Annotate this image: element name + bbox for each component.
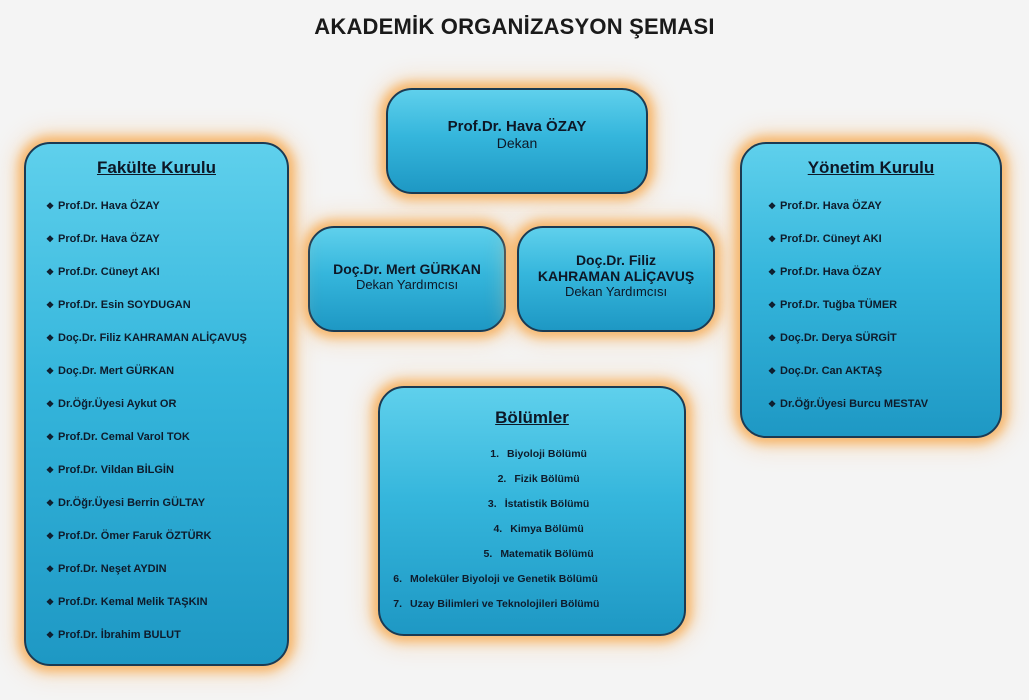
vice-dean-1-role: Dekan Yardımcısı	[355, 277, 459, 292]
management-board-member	[768, 388, 1000, 421]
bullet-icon: ❖	[46, 597, 55, 607]
faculty-board-member-name: Doç.Dr. Filiz KAHRAMAN ALİÇAVUŞ	[58, 332, 247, 344]
faculty-board-member	[46, 223, 287, 256]
faculty-board-box	[24, 142, 289, 666]
dean-name: Prof.Dr. Hava ÖZAY	[447, 118, 587, 135]
faculty-board-member	[46, 355, 287, 388]
department-number: 5.	[483, 548, 493, 560]
bullet-icon: ❖	[46, 234, 55, 244]
bullet-icon: ❖	[768, 300, 777, 310]
department-label: Fizik Bölümü	[514, 473, 580, 485]
departments-title: Bölümler	[495, 408, 569, 427]
faculty-board-member-name: Doç.Dr. Mert GÜRKAN	[58, 365, 175, 377]
bullet-icon: ❖	[46, 531, 55, 541]
bullet-icon: ❖	[46, 300, 55, 310]
department-number: 4.	[493, 523, 503, 535]
management-board-member-name: Doç.Dr. Can AKTAŞ	[780, 365, 883, 377]
department-item	[380, 467, 684, 492]
management-board-box	[740, 142, 1002, 438]
faculty-board-member-name: Dr.Öğr.Üyesi Aykut OR	[58, 398, 177, 410]
department-number: 3.	[487, 498, 497, 510]
page-title: AKADEMİK ORGANİZASYON ŞEMASI	[314, 14, 715, 39]
department-number: 7.	[393, 598, 402, 610]
departments-box	[378, 386, 686, 636]
management-board-title: Yönetim Kurulu	[807, 158, 935, 177]
bullet-icon: ❖	[46, 201, 55, 211]
management-board-member	[768, 223, 1000, 256]
faculty-board-member	[46, 586, 287, 619]
bullet-icon: ❖	[46, 498, 55, 508]
management-board-member	[768, 355, 1000, 388]
faculty-board-member-name: Prof.Dr. Cüneyt AKI	[58, 266, 160, 278]
bullet-icon: ❖	[768, 366, 777, 376]
faculty-board-member	[46, 487, 287, 520]
department-label: Matematik Bölümü	[500, 548, 594, 560]
faculty-board-member	[46, 454, 287, 487]
vice-dean-box-1	[308, 226, 506, 332]
department-item	[380, 592, 684, 617]
bullet-icon: ❖	[46, 366, 55, 376]
department-item	[380, 517, 684, 542]
faculty-board-title: Fakülte Kurulu	[96, 158, 216, 177]
bullet-icon: ❖	[768, 234, 777, 244]
vice-dean-box-2	[517, 226, 715, 332]
dean-box	[386, 88, 648, 194]
bullet-icon: ❖	[46, 399, 55, 409]
faculty-board-member	[46, 520, 287, 553]
faculty-board-member-name: Prof.Dr. Kemal Melik TAŞKIN	[58, 596, 208, 608]
bullet-icon: ❖	[768, 201, 777, 211]
faculty-board-member	[46, 289, 287, 322]
faculty-board-member-name: Prof.Dr. Neşet AYDIN	[58, 563, 167, 575]
vice-dean-2-name-line1: Doç.Dr. Filiz	[575, 252, 657, 268]
dean-role: Dekan	[496, 135, 538, 151]
faculty-board-member-name: Prof.Dr. Hava ÖZAY	[58, 233, 160, 245]
faculty-board-member-name: Prof.Dr. Cemal Varol TOK	[58, 431, 190, 443]
management-board-member-name: Prof.Dr. Hava ÖZAY	[780, 266, 882, 278]
faculty-board-member-name: Dr.Öğr.Üyesi Berrin GÜLTAY	[58, 497, 206, 509]
bullet-icon: ❖	[46, 267, 55, 277]
management-board-member	[768, 322, 1000, 355]
management-board-member-name: Prof.Dr. Tuğba TÜMER	[780, 299, 898, 311]
management-board-member	[768, 289, 1000, 322]
department-label: Moleküler Biyoloji ve Genetik Bölümü	[410, 573, 598, 585]
vice-dean-2-name-line2: KAHRAMAN ALİÇAVUŞ	[537, 268, 695, 284]
faculty-board-member	[46, 619, 287, 652]
department-item	[380, 442, 684, 467]
faculty-board-list	[46, 190, 287, 652]
faculty-board-member-name: Prof.Dr. Vildan BİLGİN	[58, 464, 174, 476]
departments-list	[380, 442, 684, 617]
faculty-board-member	[46, 190, 287, 223]
faculty-board-member-name: Prof.Dr. Hava ÖZAY	[58, 200, 160, 212]
management-board-member-name: Doç.Dr. Derya SÜRGİT	[780, 332, 897, 344]
faculty-board-member-name: Prof.Dr. İbrahim BULUT	[58, 629, 181, 641]
faculty-board-member	[46, 388, 287, 421]
faculty-board-member	[46, 553, 287, 586]
management-board-member-name: Prof.Dr. Hava ÖZAY	[780, 200, 882, 212]
bullet-icon: ❖	[768, 267, 777, 277]
faculty-board-member	[46, 421, 287, 454]
department-number: 2.	[497, 473, 507, 485]
faculty-board-member	[46, 256, 287, 289]
bullet-icon: ❖	[46, 432, 55, 442]
management-board-member-name: Prof.Dr. Cüneyt AKI	[780, 233, 882, 245]
department-label: Kimya Bölümü	[510, 523, 584, 535]
department-label: İstatistik Bölümü	[504, 498, 590, 510]
faculty-board-member-name: Prof.Dr. Ömer Faruk ÖZTÜRK	[58, 530, 212, 542]
department-item	[380, 542, 684, 567]
bullet-icon: ❖	[46, 564, 55, 574]
department-item	[380, 492, 684, 517]
management-board-member	[768, 256, 1000, 289]
bullet-icon: ❖	[768, 399, 777, 409]
management-board-member	[768, 190, 1000, 223]
bullet-icon: ❖	[46, 333, 55, 343]
vice-dean-2-role: Dekan Yardımcısı	[564, 284, 668, 299]
faculty-board-member	[46, 322, 287, 355]
faculty-board-member-name: Prof.Dr. Esin SOYDUGAN	[58, 299, 191, 311]
management-board-member-name: Dr.Öğr.Üyesi Burcu MESTAV	[780, 398, 929, 410]
bullet-icon: ❖	[768, 333, 777, 343]
bullet-icon: ❖	[46, 630, 55, 640]
department-number: 1.	[490, 448, 500, 460]
department-label: Uzay Bilimleri ve Teknolojileri Bölümü	[410, 598, 600, 610]
department-number: 6.	[393, 573, 402, 585]
management-board-list	[768, 190, 1000, 421]
department-item	[380, 567, 684, 592]
bullet-icon: ❖	[46, 465, 55, 475]
department-label: Biyoloji Bölümü	[507, 448, 587, 460]
vice-dean-1-name: Doç.Dr. Mert GÜRKAN	[333, 261, 481, 277]
